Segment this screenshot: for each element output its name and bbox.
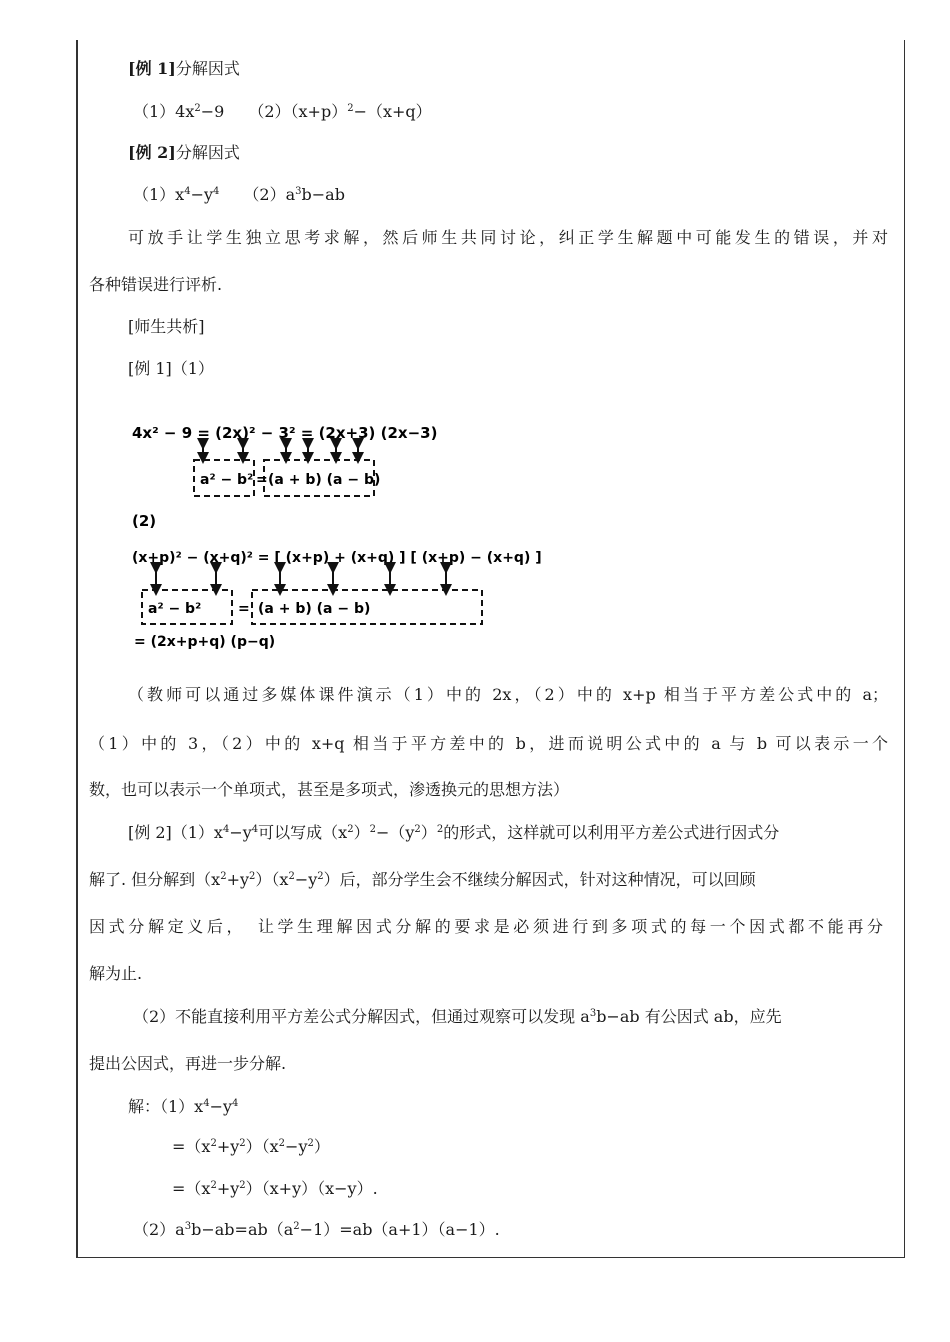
solution-line-4: $(2)a^3b-ab=ab(a^2-1)=ab(a+1)(a-1)$. — [133, 1220, 500, 1239]
diagram2-eq: = — [238, 601, 250, 617]
shared-analysis-label: [师生共析] — [128, 317, 205, 336]
diagram2-top-expression: (x+p)² − (x+q)² = [ (x+p) + (x+q) ] [ (x+p) − (x+q) ] — [132, 550, 542, 566]
diagram2-result: = (2x+p+q) (p−q) — [134, 634, 276, 650]
paragraph-3-line-3: 因式分解定义后， 让学生理解因式分解的要求是必须进行到多项式的每一个因式都不能再分 — [89, 917, 883, 936]
paragraph-3-line-1: [例 $2](1)x^4-y^4$可以写成$(x^2)^2-(y^2)^2$的形式，这样就可以利用平方差公式进行因式分 — [128, 823, 780, 842]
diagram2-label: (2) — [132, 512, 157, 530]
paragraph-4-line-2: 提出公因式，再进一步分解. — [89, 1054, 287, 1073]
paragraph-3-line-4: 解为止. — [89, 964, 143, 983]
diagram2-arrows — [156, 568, 446, 590]
paragraph-2-line-3: 数，也可以表示一个单项式，甚至是多项式，渗透换元的思想方法） — [89, 780, 570, 799]
diagram2-left-text: a² − b² — [148, 601, 202, 617]
diagram-1 — [128, 418, 438, 508]
paragraph-1-line-1: 可放手让学生独立思考求解，然后师生共同讨论，纠正学生解题中可能发生的错误，并对 — [128, 228, 888, 247]
diagram-2 — [128, 510, 542, 660]
paragraph-3-line-2: 解了. 但分解到$(x^2+y^2)(x^2-y^2)$后，部分学生会不继续分解因式，针对这种情况，可以回顾 — [89, 870, 756, 889]
diagram1-arrows — [203, 444, 358, 458]
diagram1-top-expression: 4x² − 9 = (2x)² − 3² = (2x+3) (2x−3) — [132, 424, 438, 442]
solution-line-2: $=(x^2+y^2)(x^2-y^2)$ — [172, 1137, 330, 1156]
paragraph-2-line-1: （教师可以通过多媒体课件演示（1）中的 2x，（2）中的 x+p 相当于平方差公式中的 a； — [128, 685, 888, 704]
diagram2-right-text: (a + b) (a − b) — [258, 601, 371, 617]
paragraph-1-line-2: 各种错误进行评析. — [89, 275, 223, 294]
example1-heading: [例 1]分解因式 — [128, 59, 240, 78]
solution-line-3: $=(x^2+y^2)(x+y)(x-y)$. — [172, 1179, 378, 1198]
paragraph-2-line-2: （1）中的 3，（2）中的 x+q 相当于平方差中的 b，进而说明公式中的 a 与 b 可以表示一个 — [89, 734, 888, 753]
solution-line-1: 解：$(1)x^4-y^4$ — [128, 1097, 239, 1116]
example1-problems: $(1)4x^2-9$ $(2)(x+p)^2-(x+q)$ — [133, 102, 432, 121]
paragraph-4-line-1: （2）不能直接利用平方差公式分解因式，但通过观察可以发现 $a^3b-ab$ 有公因式 ab，应先 — [133, 1007, 782, 1026]
diagram1-eq: = — [256, 472, 268, 488]
example2-heading: [例 2]分解因式 — [128, 143, 240, 162]
diagram1-right-text: (a + b) (a − b) — [268, 472, 381, 488]
example1-part1-label: [例 1]（1） — [128, 359, 214, 378]
example2-problems: $(1)x^4-y^4$ $(2)a^3b-ab$ — [133, 185, 345, 204]
diagram1-left-text: a² − b² — [200, 472, 254, 488]
